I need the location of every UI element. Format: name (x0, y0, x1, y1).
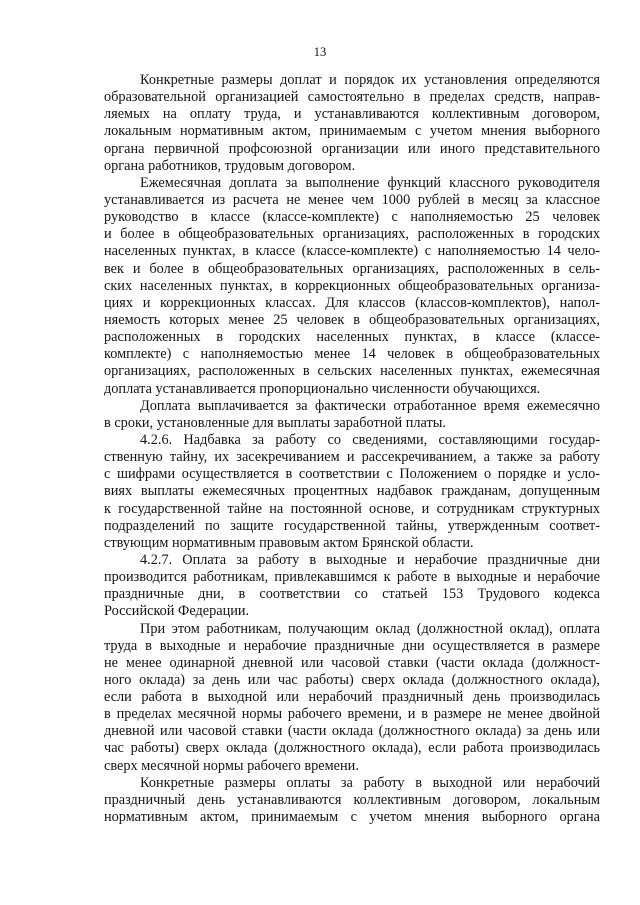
paragraph-0-line-3: локальным нормативным актом, принимаемым с учетом мнения выборного (104, 123, 600, 140)
paragraph-1-line-1: устанавливается из расчета не менее чем 1000 рублей в месяц за классное (104, 191, 600, 208)
paragraph-6-line-0: Конкретные размеры оплаты за работу в выходной или нерабочий (140, 774, 600, 791)
paragraph-1-line-3: и более в общеобразовательных организациях, расположенных в городских (104, 226, 600, 243)
paragraph-5-line-3: ного оклада) за день или час работы) сверх оклада (должностного оклада), (104, 671, 600, 688)
paragraph-0-line-0: Конкретные размеры доплат и порядок их установления определяются (140, 72, 600, 88)
paragraph-1-line-12: доплата устанавливается пропорционально численности обучающихся. (104, 380, 541, 397)
paragraph-4-line-3: Российской Федерации. (104, 603, 250, 620)
paragraph-1-line-10: комплекте) с наполняемостью менее 14 человек в общеобразовательных (104, 346, 600, 363)
paragraph-5-line-0: При этом работникам, получающим оклад (должностной оклад), оплата (140, 620, 600, 637)
paragraph-0-line-5: органа работников, трудовым договором. (104, 157, 356, 174)
paragraph-3-line-0: 4.2.6. Надбавка за работу со сведениями, составляющими государ- (140, 431, 600, 448)
paragraph-5-line-5: в пределах месячной нормы рабочего времени, и в размере не менее двойной (104, 706, 600, 723)
paragraph-2-line-0: Доплата выплачивается за фактически отработанное время ежемесячно (140, 397, 600, 414)
paragraph-4-line-1: производится работникам, привлекавшимся к работе в выходные и нерабочие (104, 569, 600, 586)
paragraph-6-line-1: праздничный день устанавливаются коллективным договором, локальным (104, 791, 600, 808)
paragraph-4-line-2: праздничные дни, в соответствии со статьей 153 Трудового кодекса (104, 586, 600, 603)
paragraph-0-line-1: образовательной организацией самостоятельно в пределах средств, направ- (104, 89, 600, 106)
paragraph-3-line-5: подразделений по защите государственной тайны, утвержденным соответ- (104, 517, 600, 534)
paragraph-6-line-2: нормативным актом, принимаемым с учетом мнения выборного органа (104, 809, 600, 826)
paragraph-3-line-2: с шифрами осуществляется в соответствии с Положением о порядке и усло- (104, 466, 600, 483)
paragraph-1-line-6: ских населенных пунктах, в коррекционных общеобразовательных организа- (104, 277, 600, 294)
paragraph-5-line-6: дневной или часовой ставки (части оклада (должностного оклада) за день или (104, 723, 600, 740)
document-body (104, 72, 600, 826)
paragraph-1-line-9: расположенных в городских населенных пунктах, в классе (классе- (104, 329, 600, 346)
paragraph-1-line-11: организациях, расположенных в сельских населенных пунктах, ежемесячная (104, 363, 600, 380)
paragraph-1-line-7: циях и коррекционных классах. Для классов (классов-комплектов), напол- (104, 294, 600, 311)
paragraph-1-line-2: руководство в классе (классе-комплекте) с наполняемостью 25 человек (104, 209, 600, 226)
paragraph-3-line-3: виях выплаты ежемесячных процентных надбавок гражданам, допущенным (104, 483, 600, 500)
paragraph-5-line-8: сверх месячной нормы рабочего времени. (104, 757, 359, 774)
paragraph-1-line-4: населенных пунктах, в классе (классе-комплекте) с наполняемостью 14 чело- (104, 243, 600, 260)
paragraph-4-line-0: 4.2.7. Оплата за работу в выходные и нерабочие праздничные дни (140, 551, 600, 568)
paragraph-0-line-4: органа первичной профсоюзной организации или иного представительного (104, 140, 600, 157)
paragraph-5-line-4: если работа в выходной или нерабочий праздничный день производилась (104, 689, 600, 706)
paragraph-2-line-1: в сроки, установленные для выплаты заработной платы. (104, 414, 446, 431)
paragraph-5-line-2: не менее одинарной дневной или часовой ставки (части оклада (должност- (104, 654, 600, 671)
paragraph-3-line-4: к государственной тайне на постоянной основе, и сотрудникам структурных (104, 500, 600, 517)
paragraph-3-line-1: ственную тайну, их засекречиванием и рассекречиванием, а также за работу (104, 449, 600, 466)
paragraph-1-line-5: век и более в общеобразовательных организациях, расположенных в сель- (104, 260, 600, 277)
paragraph-5-line-7: час работы) сверх оклада (должностного оклада), если работа производилась (104, 740, 600, 757)
paragraph-3-line-6: ствующим нормативным правовым актом Брянской области. (104, 534, 474, 551)
paragraph-1-line-8: няемость которых менее 25 человек в общеобразовательных организациях, (104, 311, 600, 328)
paragraph-5-line-1: труда в выходные и нерабочие праздничные дни осуществляется в размере (104, 637, 600, 654)
paragraph-0-line-2: ляемых на оплату труда, и устанавливаются коллективным договором, (104, 106, 600, 123)
page-number: 13 (313, 45, 327, 59)
paragraph-1-line-0: Ежемесячная доплата за выполнение функций классного руководителя (140, 174, 600, 191)
